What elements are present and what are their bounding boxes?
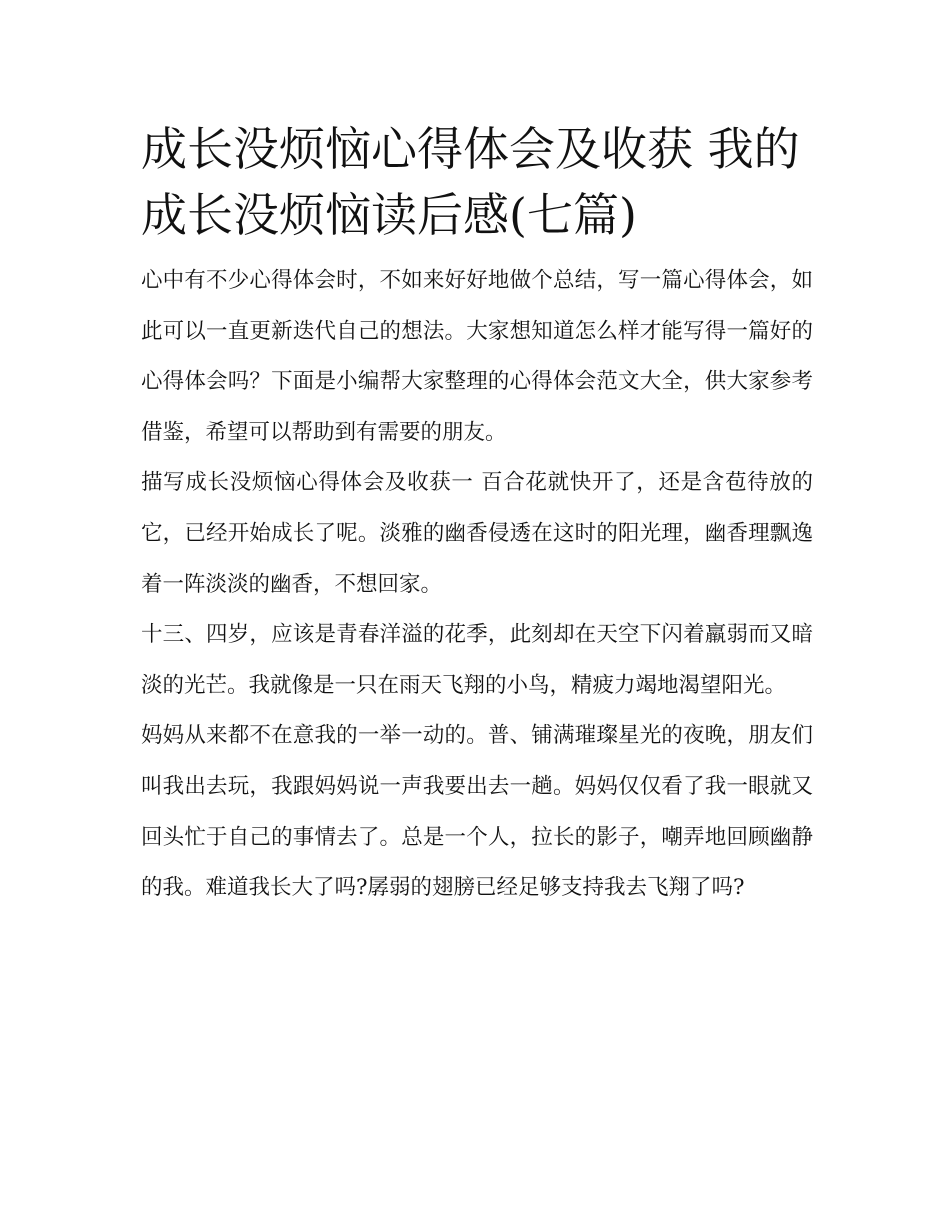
paragraph-age: 十三、四岁，应该是青春洋溢的花季，此刻却在天空下闪着羸弱而又暗淡的光芒。我就像是一只在雨天飞翔的小鸟，精疲力竭地渴望阳光。: [141, 622, 813, 698]
paragraph-lily: 描写成长没烦恼心得体会及收获一 百合花就快开了，还是含苞待放的它，已经开始成长了呢。淡雅的幽香侵透在这时的阳光理，幽香理飘逸着一阵淡淡的幽香，不想回家。: [141, 470, 813, 597]
document-title: 成长没烦恼心得体会及收获 我的成长没烦恼读后感(七篇): [141, 122, 800, 242]
document-page: [141, 116, 813, 914]
paragraph-intro: 心中有不少心得体会时，不如来好好地做个总结，写一篇心得体会，如此可以一直更新迭代自己的想法。大家想知道怎么样才能写得一篇好的心得体会吗？下面是小编帮大家整理的心得体会范文大全，供大家参考借鉴，希望可以帮助到有需要的朋友。: [141, 268, 813, 445]
paragraph-mother: 妈妈从来都不在意我的一举一动的。普、铺满璀璨星光的夜晚，朋友们叫我出去玩，我跟妈妈说一声我要出去一趟。妈妈仅仅看了我一眼就又回头忙于自己的事情去了。总是一个人，拉长的影子，嘲弄地回顾幽静的我。难道我长大了吗?孱弱的翅膀已经足够支持我去飞翔了吗?: [141, 723, 813, 901]
